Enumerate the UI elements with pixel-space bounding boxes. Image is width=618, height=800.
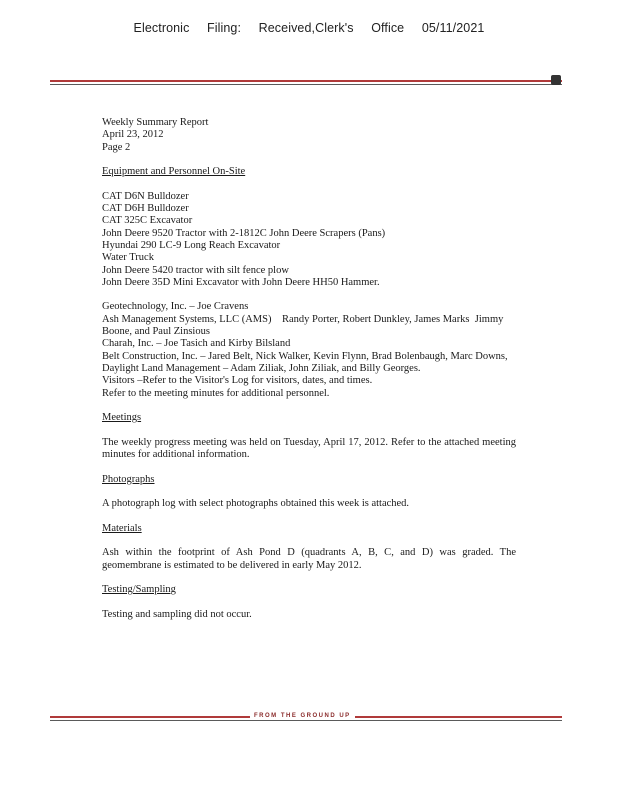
equipment-heading: Equipment and Personnel On-Site <box>102 166 246 178</box>
materials-heading: Materials <box>102 522 142 534</box>
equipment-item: Hyundai 290 LC-9 Long Reach Excavator <box>102 239 281 251</box>
footer-rule-gray <box>50 720 562 721</box>
stamp-received: Received,Clerk's <box>258 21 354 35</box>
photographs-heading: Photographs <box>102 473 155 485</box>
meetings-heading: Meetings <box>102 412 142 424</box>
filing-stamp <box>0 21 618 35</box>
equipment-item: John Deere 5420 tractor with silt fence plow <box>102 264 289 276</box>
testing-body: Testing and sampling did not occur. <box>102 608 252 620</box>
equipment-item: John Deere 9520 Tractor with 2-1812C John Deere Scrapers (Pans) <box>102 227 386 239</box>
personnel-item: Ash Management Systems, LLC (AMS) Randy Porter, Robert Dunkley, James Marks Jimmy <box>102 313 504 325</box>
photographs-body: A photograph log with select photographs obtained this week is attached. <box>102 498 410 510</box>
personnel-item: Boone, and Paul Zinsious <box>102 326 210 338</box>
header-rule-red <box>50 80 562 82</box>
header-rule-gray <box>50 84 562 85</box>
equipment-item: CAT 325C Excavator <box>102 215 193 227</box>
personnel-list <box>102 301 516 399</box>
letterhead-logo-icon <box>551 75 561 85</box>
stamp-filing: Filing: <box>207 21 242 35</box>
personnel-item: Daylight Land Management – Adam Ziliak, John Ziliak, and Billy Georges. <box>102 362 421 374</box>
testing-heading: Testing/Sampling <box>102 584 176 596</box>
personnel-item: Belt Construction, Inc. – Jared Belt, Nick Walker, Kevin Flynn, Brad Bolenbaugh, Marc Downs, <box>102 350 508 362</box>
stamp-electronic: Electronic <box>133 21 190 35</box>
report-title: Weekly Summary Report <box>102 117 209 128</box>
personnel-item: Refer to the meeting minutes for additional personnel. <box>102 387 330 399</box>
document-body <box>102 117 516 621</box>
equipment-item: John Deere 35D Mini Excavator with John Deere HH50 Hammer. <box>102 276 380 288</box>
footer-tagline: FROM THE GROUND UP <box>250 713 355 719</box>
stamp-office: Office <box>371 21 405 35</box>
materials-body: Ash within the footprint of Ash Pond D (quadrants A, B, C, and D) was graded. The geomembrane is estimated to be delivered in early May 2012. <box>102 547 516 571</box>
equipment-list <box>102 191 516 289</box>
personnel-item: Visitors –Refer to the Visitor's Log for visitors, dates, and times. <box>102 375 373 387</box>
equipment-item: CAT D6N Bulldozer <box>102 190 189 202</box>
equipment-item: CAT D6H Bulldozer <box>102 203 189 215</box>
stamp-date: 05/11/2021 <box>421 21 485 35</box>
meetings-body: The weekly progress meeting was held on Tuesday, April 17, 2012. Refer to the attached meeting minutes for additional information. <box>102 436 516 461</box>
personnel-item: Geotechnology, Inc. – Joe Cravens <box>102 301 249 313</box>
report-date: April 23, 2012 <box>102 129 164 141</box>
page-number: Page 2 <box>102 141 131 153</box>
personnel-item: Charah, Inc. – Joe Tasich and Kirby Bilsland <box>102 338 291 350</box>
equipment-item: Water Truck <box>102 252 154 264</box>
